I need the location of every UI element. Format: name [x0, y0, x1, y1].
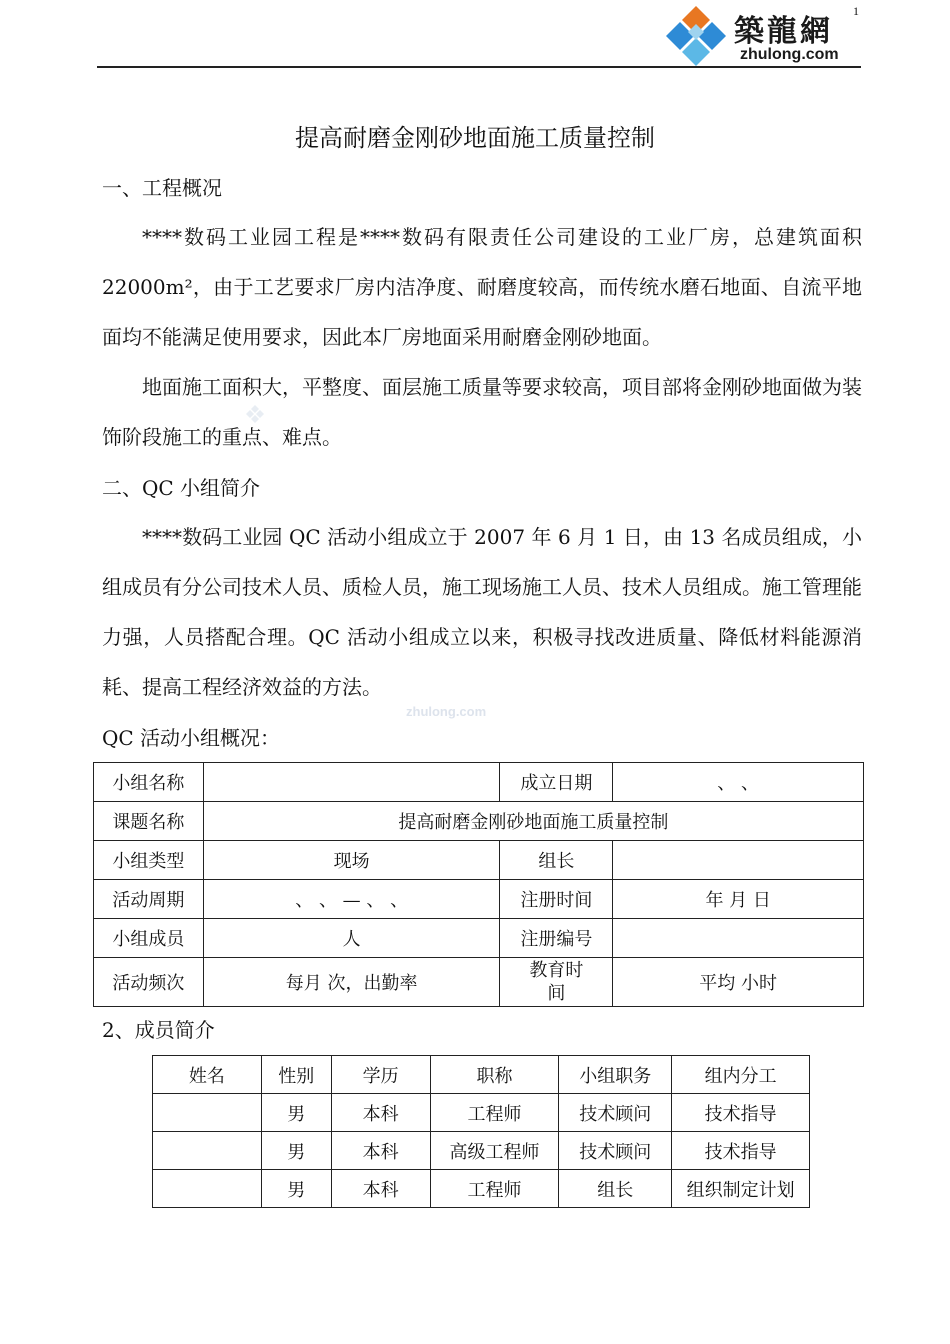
table-label-cell [500, 958, 613, 1007]
overview-paragraph-1 [102, 212, 862, 362]
table-row [94, 763, 864, 802]
table-cell: 技术指导 [672, 1132, 810, 1170]
table-value-cell [613, 919, 864, 958]
table-label-cell: 注册时间 [500, 880, 613, 919]
table-cell: 男 [261, 1094, 331, 1132]
table-row [153, 1094, 810, 1132]
watermark-text: zhulong.com [406, 704, 487, 719]
table-label-cell: 小组成员 [94, 919, 204, 958]
table-value-cell: 提高耐磨金刚砂地面施工质量控制 [203, 802, 863, 841]
logo-english-text: zhulong.com [740, 46, 839, 63]
qc-overview-label: QC 活动小组概况： [102, 726, 281, 750]
logo-chinese-text: 築龍網 [734, 14, 833, 49]
table-cell: 组长 [559, 1170, 672, 1208]
table-value-cell: 年 月 日 [613, 880, 864, 919]
table-header-row [153, 1056, 810, 1094]
table-label-cell: 课题名称 [94, 802, 204, 841]
page-number: 1 [853, 4, 859, 18]
table-label-cell: 注册编号 [500, 919, 613, 958]
section-heading-qc: 二、QC 小组简介 [102, 476, 261, 500]
table-cell [153, 1170, 262, 1208]
table-value-cell: 人 [203, 919, 500, 958]
header-divider [97, 66, 861, 68]
table-cell: 工程师 [430, 1170, 559, 1208]
table-cell: 高级工程师 [430, 1132, 559, 1170]
table-cell: 本科 [331, 1170, 430, 1208]
zhulong-logo [660, 4, 860, 68]
section-heading-overview: 一、工程概况 [102, 176, 222, 200]
qc-paragraph [102, 512, 862, 712]
table-label-cell: 成立日期 [500, 763, 613, 802]
education-time-label-line1: 教育时 [529, 960, 584, 981]
column-header: 职称 [430, 1056, 559, 1094]
table-value-cell: 、 、 — 、 、 [203, 880, 500, 919]
logo-mark-icon [660, 4, 732, 68]
group-overview-table [93, 762, 864, 1007]
members-table [152, 1055, 810, 1208]
table-label-cell: 活动频次 [94, 958, 204, 1007]
qc-text: ****数码工业园 QC 活动小组成立于 2007 年 6 月 1 日，由 13 名成员组成，小组成员有分公司技术人员、质检人员，施工现场施工人员、技术人员组成。施工管理能力强，人员搭配合理。QC 活动小组成立以来，积极寻找改进质量、降低材料能源消耗、提高工程经济效益的方法。 [102, 525, 862, 699]
education-time-label [529, 959, 583, 1005]
table-row [94, 802, 864, 841]
table-label-cell: 活动周期 [94, 880, 204, 919]
education-time-label-line2: 间 [547, 983, 566, 1004]
table-row [153, 1170, 810, 1208]
page-header [0, 0, 950, 80]
table-cell: 技术顾问 [559, 1094, 672, 1132]
table-value-cell: 、 、 [613, 763, 864, 802]
members-heading: 2、成员简介 [102, 1018, 215, 1042]
table-row [94, 958, 864, 1007]
table-label-cell: 小组类型 [94, 841, 204, 880]
table-cell: 男 [261, 1132, 331, 1170]
table-cell: 技术顾问 [559, 1132, 672, 1170]
table-value-cell: 平均 小时 [613, 958, 864, 1007]
table-label-cell: 组长 [500, 841, 613, 880]
table-cell: 工程师 [430, 1094, 559, 1132]
overview-text-1: ****数码工业园工程是****数码有限责任公司建设的工业厂房，总建筑面积 22000m²，由于工艺要求厂房内洁净度、耐磨度较高，而传统水磨石地面、自流平地面均不能满足使用要求，因此本厂房地面采用耐磨金刚砂地面。 [102, 225, 862, 349]
table-label-cell: 小组名称 [94, 763, 204, 802]
table-value-cell [613, 841, 864, 880]
table-cell: 组织制定计划 [672, 1170, 810, 1208]
overview-paragraph-2 [102, 362, 862, 462]
table-value-cell: 现场 [203, 841, 500, 880]
table-cell: 本科 [331, 1094, 430, 1132]
table-cell [153, 1094, 262, 1132]
table-cell [153, 1132, 262, 1170]
table-row [94, 880, 864, 919]
document-title: 提高耐磨金刚砂地面施工质量控制 [295, 124, 655, 152]
table-row [94, 919, 864, 958]
table-cell: 技术指导 [672, 1094, 810, 1132]
watermark-logo-icon [244, 404, 266, 426]
table-value-cell [203, 763, 500, 802]
table-value-cell: 每月 次，出勤率 [203, 958, 500, 1007]
table-cell: 本科 [331, 1132, 430, 1170]
column-header: 小组职务 [559, 1056, 672, 1094]
column-header: 学历 [331, 1056, 430, 1094]
column-header: 姓名 [153, 1056, 262, 1094]
column-header: 性别 [261, 1056, 331, 1094]
table-cell: 男 [261, 1170, 331, 1208]
table-row [94, 841, 864, 880]
column-header: 组内分工 [672, 1056, 810, 1094]
table-row [153, 1132, 810, 1170]
overview-text-2: 地面施工面积大，平整度、面层施工质量等要求较高，项目部将金刚砂地面做为装饰阶段施工的重点、难点。 [102, 375, 862, 449]
